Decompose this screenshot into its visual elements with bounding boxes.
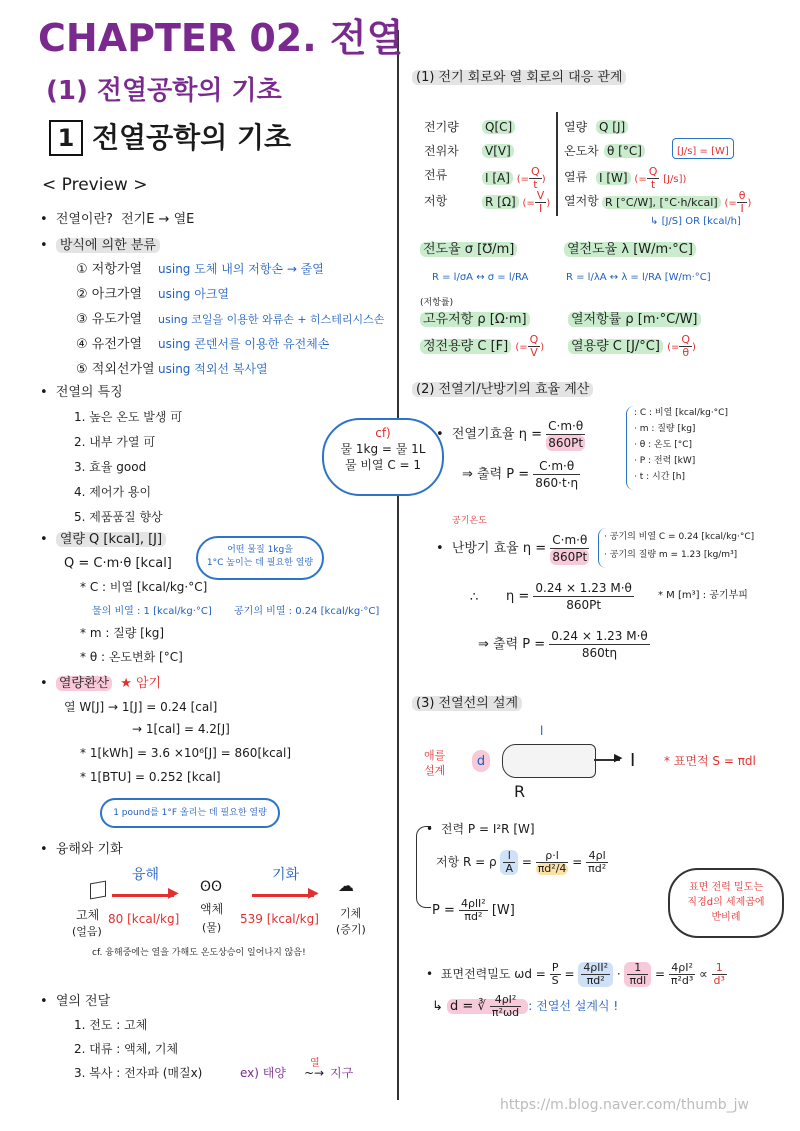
js-box-text: [J/s] = [W] (677, 146, 729, 157)
legend1-item: · θ : 온도 [°C] (634, 440, 693, 450)
method-name: ④ 유전가열 (76, 337, 143, 352)
method-desc: using 콘덴서를 이용한 유전체손 (158, 337, 330, 351)
conversion-line: → 1[cal] = 4.2[J] (132, 722, 230, 736)
phase-note: cf. 융해중에는 열을 가해도 온도상승이 일어나지 않음! (92, 948, 306, 958)
liquid-label: 액체 (200, 902, 224, 916)
wire-resistance: R (514, 782, 526, 801)
solid-sub: (얼음) (72, 925, 102, 938)
resist-formula-label: 저항 R = ρ (436, 855, 497, 869)
elec-val (482, 144, 514, 159)
box-number-text: 1 (57, 124, 75, 152)
bubble-line: 어떤 물질 1kg을 (227, 545, 293, 555)
design-brace (416, 826, 431, 908)
heat-heading: 열량 Q [kcal], [J] (56, 532, 166, 547)
current-fraction: $\frac{Q}{t}$ (531, 165, 540, 191)
feature-item: 1. 높은 온도 발생 可 (74, 410, 183, 424)
therm-val (604, 144, 645, 159)
therm-key: 열량 (564, 120, 588, 134)
transfer-example: ex) 태양 (240, 1066, 286, 1080)
therm-val-text: θ [°C] (604, 144, 645, 158)
conversion-line: * 1[BTU] = 0.252 [kcal] (80, 770, 221, 784)
box-number (49, 120, 83, 156)
surface-area: * 표면적 S = πdl (664, 754, 756, 768)
method-desc: using 도체 내의 저항손 → 줄열 (158, 262, 324, 276)
efficiency1-fraction: $\frac{C\cdot m\cdot\theta}{860Pt}$ (548, 419, 584, 450)
phase-title (40, 842, 123, 857)
efficiency3-fraction: $\frac{0.24 \times 1.23 M\cdot\theta}{860Pt}$ (535, 581, 632, 612)
therm-val-text: I [W] (596, 171, 631, 185)
features-title (40, 385, 123, 400)
cap-elec-fraction: $\frac{Q}{V}$ (529, 333, 539, 359)
star-icon: ★ (120, 676, 132, 691)
ice-cube-icon (90, 881, 106, 900)
transfer-item: 3. 복사 : 전자파 (매질x) (74, 1066, 203, 1080)
features-heading: 전열의 특징 (55, 385, 123, 400)
feature-item: 4. 제어가 용이 (74, 485, 152, 499)
method-desc: using 적외선 복사열 (158, 362, 268, 376)
power-formula-text: 전력 P = I²R [W] (440, 822, 535, 836)
feature-item: 3. 효율 good (74, 460, 147, 474)
cloud-line: 물 비열 C = 1 (344, 458, 422, 472)
gas-label: 기체 (340, 907, 362, 920)
p-formula (432, 898, 515, 923)
elec-val-text: R [Ω] (482, 195, 519, 209)
legend1-item: : C : 비열 [kcal/kg·°C] (634, 408, 728, 418)
heat-m: * m : 질량 [kg] (80, 626, 165, 640)
volume-note: * M [m³] : 공기부피 (658, 590, 748, 601)
legend2-item: · 공기의 비열 C = 0.24 [kcal/kg·°C] (604, 532, 755, 542)
design-arrow: ↳ (432, 999, 443, 1014)
resistivity-therm-text: 열저항률 ρ [m·°C/W] (568, 312, 701, 327)
design-formula (432, 994, 618, 1019)
transfer-title (40, 994, 110, 1009)
proportional-symbol: ∝ (699, 967, 708, 981)
resistivity-therm (568, 312, 701, 327)
method-name: ③ 유도가열 (76, 312, 143, 327)
method-name: ① 저항가열 (76, 262, 143, 277)
therm-key: 온도차 (564, 144, 599, 158)
transfer-heat: 열 (310, 1058, 320, 1069)
capacitance-elec: 정전용량 C [F] (= $\frac{Q}{V}$ ) (420, 334, 544, 359)
chapter-title: CHAPTER 02. 전열 (38, 16, 404, 60)
vapor-value: 539 [kcal/kg] (240, 912, 319, 926)
elec-key: 전위차 (424, 144, 459, 158)
melt-label: 융해 (132, 867, 160, 883)
methods-heading: 방식에 의한 분류 (56, 238, 160, 253)
methods-title (40, 238, 160, 253)
heat-formula: Q = C·m·θ [kcal] (64, 556, 172, 571)
bubble-line: 1°C 높이는 데 필요한 열량 (206, 558, 314, 568)
liquid-sub: (물) (202, 921, 222, 934)
wire-d-badge (472, 750, 490, 772)
legend1-item: · P : 전력 [kW] (634, 456, 696, 466)
transfer-item: 2. 대류 : 액체, 기체 (74, 1042, 179, 1056)
transfer-item: 1. 전도 : 고체 (74, 1018, 148, 1032)
elec-key: 저항 (424, 194, 448, 208)
water-specific-heat: 물의 비열 : 1 [kcal/kg·°C] (92, 606, 212, 617)
wire-length: l (540, 724, 544, 738)
watermark: https://m.blog.naver.com/thumb_jw (500, 1097, 749, 1113)
efficiency1-label: 전열기효율 η = (451, 427, 542, 442)
efficiency2-label: 난방기 효율 η = (451, 541, 547, 556)
therm-res-fraction: $\frac{\theta}{I}$ (738, 189, 746, 215)
design-note: : 전열선 설계식 ! (528, 999, 619, 1013)
elec-val-text: V[V] (482, 144, 514, 158)
density-fraction-2: $\frac{\text{4ρlI²}}{\text{πd²}}$ (578, 962, 613, 987)
wire-note-line: 설계 (424, 764, 446, 777)
output1-label: ⇒ 출력 P = (462, 467, 530, 482)
density-fraction-5: $\frac{1}{\text{d³}}$ (713, 961, 725, 987)
definition-text: 전기E → 열E (121, 212, 195, 227)
density-label: 표면전력밀도 ωd = (440, 967, 546, 981)
section-title: (1) 전열공학의 기초 (46, 76, 282, 106)
heat-title (40, 532, 166, 547)
cloud-line: cf) (375, 426, 391, 440)
table-divider (556, 112, 558, 216)
density-fraction-1: $\frac{P}{S}$ (551, 961, 559, 987)
phase-heading: 융해와 기화 (55, 842, 123, 857)
p-fraction: $\frac{\text{4ρlI²}}{\text{πd²}}$ (461, 897, 486, 923)
density-bubble-line: 직경d의 세제곱에 (687, 897, 765, 908)
therm-val (596, 120, 628, 135)
section3-title (412, 696, 522, 711)
vapor-arrow (252, 894, 314, 897)
resist-fraction-3: $\frac{4\rho l}{\text{πd²}}$ (588, 849, 607, 875)
therm-res-note-text: [J/S] OR [kcal/h] (661, 216, 741, 227)
transfer-heading: 열의 전달 (55, 994, 111, 1009)
efficiency3 (506, 580, 634, 613)
melt-arrow (112, 894, 174, 897)
elec-val: I [A] (= $\frac{Q}{t}$ ) (482, 166, 546, 191)
method-desc: using 아크열 (158, 287, 230, 301)
box-title: 전열공학의 기초 (92, 121, 292, 154)
conductivity-elec (420, 242, 517, 257)
conversion-line: 열 W[J] → 1[J] = 0.24 [cal] (64, 700, 218, 714)
output2 (478, 628, 650, 661)
gas-sub: (증기) (336, 923, 366, 936)
conductivity-elec-formula: R = l/σA ↔ σ = l/RA (432, 272, 529, 283)
water-note-cloud (322, 418, 444, 496)
method-name: ② 아크가열 (76, 287, 143, 302)
capacitance-elec-text: 정전용량 C [F] (420, 339, 511, 354)
air-temp-note: 공기온도 (452, 516, 487, 526)
resist-fraction-2: $\frac{\rho\cdot l}{\text{πd²/4}}$ (537, 849, 567, 875)
section2-heading: (2) 전열기/난방기의 효율 계산 (412, 382, 593, 397)
efficiency1 (436, 418, 585, 451)
flow-fraction: $\frac{Q}{t}$ (648, 165, 658, 191)
resistivity-sub: (저항률) (420, 298, 454, 308)
efficiency2 (436, 532, 589, 565)
conductivity-therm-formula: R = l/λA ↔ λ = l/RA [W/m·°C] (566, 272, 711, 283)
legend1-item: · t : 시간 [h] (634, 472, 685, 482)
cube-root-symbol: ∛ (477, 999, 486, 1014)
conversion-line: * 1[kWh] = 3.6 ×10⁶[J] = 860[kcal] (80, 746, 292, 760)
therm-key: 열류 (564, 170, 588, 184)
definition-heading: 전열이란? (55, 212, 113, 227)
density-bubble (668, 868, 784, 938)
legend2-item: · 공기의 질량 m = 1.23 [kg/m³] (604, 550, 738, 560)
js-box (672, 138, 734, 159)
density-fraction-4: $\frac{\text{4ρI²}}{\text{π²d³}}$ (670, 961, 694, 987)
heat-c: * C : 비열 [kcal/kg·°C] (80, 580, 208, 594)
efficiency3-label: η = (506, 589, 530, 604)
method-desc: using 코일을 이용한 와류손 + 히스테리시스손 (158, 313, 385, 326)
output2-label: ⇒ 출력 P = (478, 637, 546, 652)
cloud-line: 물 1kg = 물 1L (340, 442, 426, 456)
melt-arrow-head: ▶ (168, 885, 179, 901)
resistivity-elec (420, 312, 530, 327)
density-formula: • 표면전력밀도 ωd = $\frac{P}{S}$ = $\frac{\text{4ρlI²}}{\text{πd²}}$ · $\frac{1}{\text{πdl}}$ = $\frac{\text{4ρI²}}{\text{π²d³}}$ ∝ $\frac{1}{\text{d³}}$ (426, 962, 727, 987)
section1-title (412, 70, 626, 85)
capacitance-therm-text: 열용량 C [J/°C] (568, 339, 663, 354)
transfer-earth: 지구 (330, 1066, 354, 1080)
output1-fraction: $\frac{C\cdot m\cdot\theta}{860\cdot t\cdot\eta}$ (535, 459, 579, 490)
feature-item: 2. 내부 가열 可 (74, 435, 156, 449)
vapor-label: 기화 (272, 867, 300, 883)
flow-unit: [J/s] (663, 174, 683, 185)
p-unit: [W] (491, 903, 515, 918)
btu-bubble (100, 798, 280, 828)
btu-bubble-text: 1 pound를 1°F 올리는 데 필요한 열량 (113, 808, 267, 818)
liquid-drop-icon: ʘʘ (200, 879, 223, 895)
density-fraction-3: $\frac{1}{\text{πdl}}$ (624, 962, 651, 987)
preview-label: < Preview > (42, 175, 148, 195)
conductivity-elec-text: 전도율 σ [℧/m] (420, 242, 517, 257)
heat-theta: * θ : 온도변화 [°C] (80, 650, 183, 664)
output2-fraction: $\frac{0.24 \times 1.23 M\cdot\theta}{860t\eta}$ (551, 629, 648, 660)
elec-key: 전류 (424, 168, 448, 182)
definition-label (40, 212, 194, 227)
therefore-symbol: ∴ (470, 590, 479, 605)
conductivity-therm-text: 열전도율 λ [W/m·°C] (564, 242, 696, 257)
section3-heading: (3) 전열선의 설계 (412, 696, 522, 711)
therm-key: 열저항 (564, 194, 599, 208)
capacitance-therm: 열용량 C [J/°C] (= $\frac{Q}{\theta}$ ) (568, 334, 696, 359)
p-formula-label: P = (432, 903, 455, 918)
melt-value: 80 [kcal/kg] (108, 912, 180, 926)
method-name: ⑤ 적외선가열 (76, 362, 155, 377)
power-formula (426, 822, 535, 837)
output1 (462, 458, 580, 491)
cap-therm-fraction: $\frac{Q}{\theta}$ (681, 333, 691, 359)
wire-note-line: 애를 (424, 749, 446, 762)
elec-val (482, 120, 515, 135)
design-d: d = (450, 999, 474, 1014)
air-specific-heat: 공기의 비열 : 0.24 [kcal/kg·°C] (234, 606, 380, 617)
heat-definition-bubble (196, 536, 324, 580)
therm-val: R [°C/W], [°C·h/kcal] (= $\frac{\theta}{I}$ ) (602, 190, 751, 215)
legend1-item: · m : 질량 [kg] (634, 424, 696, 434)
resistance-fraction: $\frac{V}{I}$ (536, 189, 545, 215)
wire-note (424, 748, 445, 778)
resist-fraction-1: $\frac{l}{A}$ (500, 850, 518, 875)
memorize-label: 암기 (135, 676, 162, 691)
elec-key: 전기량 (424, 120, 459, 134)
wire-current: I (630, 750, 636, 771)
conversion-heading: 열량환산 (56, 676, 112, 691)
efficiency2-fraction: $\frac{C\cdot m\cdot\theta}{860Pt}$ (552, 533, 588, 564)
wire-cylinder (502, 744, 596, 778)
steam-cloud-icon: ☁ (338, 876, 354, 895)
therm-res-note: ↳ [J/S] OR [kcal/h] (650, 216, 741, 227)
therm-val-text: Q [J] (596, 120, 628, 134)
solid-label: 고체 (76, 908, 100, 922)
design-fraction: $\frac{\text{4ρI²}}{\text{π²ωd}}$ (491, 993, 520, 1019)
resistivity-elec-text: 고유저항 ρ [Ω·m] (420, 312, 530, 327)
therm-val-text: R [°C/W], [°C·h/kcal] (602, 196, 721, 209)
conductivity-therm (564, 242, 696, 257)
resist-formula: 저항 R = ρ $\frac{l}{A}$ = $\frac{\rho\cdot l}{\text{πd²/4}}$ = $\frac{4\rho l}{\text{πd²}}$ (436, 849, 607, 875)
therm-val: I [W] (= $\frac{Q}{t}$ [J/s]) (596, 166, 686, 191)
transfer-arrow: ~→ (304, 1066, 325, 1080)
design-formula-body (447, 993, 528, 1019)
section2-title (412, 382, 593, 397)
feature-item: 5. 제품품질 향상 (74, 510, 163, 524)
wire-d-text: d (476, 754, 486, 769)
density-bubble-line: 반비례 (711, 912, 741, 923)
conversion-title (40, 676, 161, 691)
elec-val-text: I [A] (482, 171, 513, 185)
vapor-arrow-head: ▶ (308, 885, 319, 901)
wire-arrow-head: ▶ (614, 751, 623, 764)
density-bubble-line: 표면 전력 밀도는 (689, 882, 763, 893)
section1-heading: (1) 전기 회로와 열 회로의 대응 관계 (412, 70, 626, 85)
elec-val: R [Ω] (= $\frac{V}{I}$ ) (482, 190, 550, 215)
elec-val-text: Q[C] (482, 120, 515, 134)
column-divider (397, 30, 399, 1100)
